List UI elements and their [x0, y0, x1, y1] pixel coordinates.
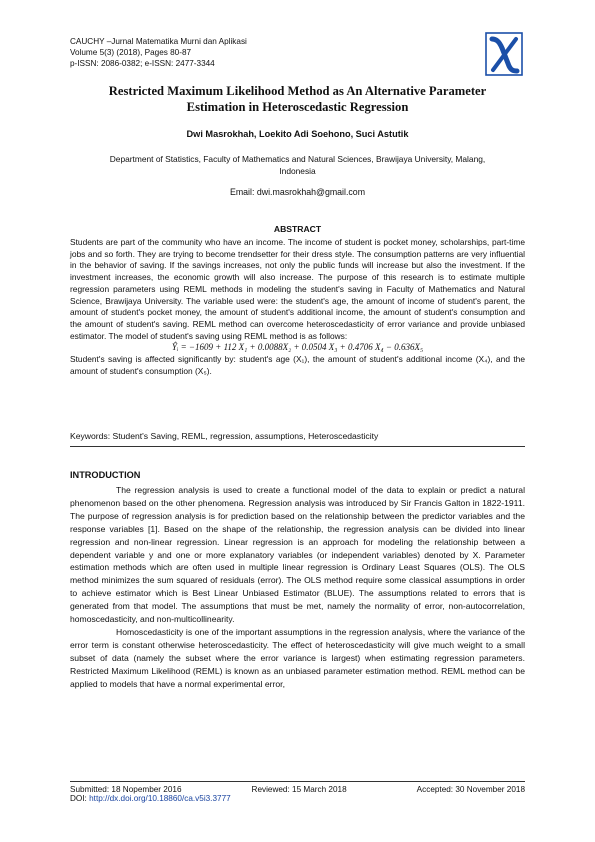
author-email: Email: dwi.masrokhah@gmail.com [229, 187, 366, 197]
journal-volume: Volume 5(3) (2018), Pages 80-87 [70, 48, 192, 57]
abstract-heading: ABSTRACT [273, 224, 322, 234]
footer-divider [70, 781, 525, 782]
submission-dates [70, 785, 525, 794]
authors: Dwi Masrokhah, Loekito Adi Soehono, Suci Astutik [186, 129, 409, 139]
affiliation-line-2: Indonesia [279, 165, 316, 176]
intro-paragraph-1: The regression analysis is used to create a functional model of the data to explain or predict a natural phenomenon based on the other phenomena. Regression analysis was introduced by Sir Francis Galton in 1822-1911. The purpose of regression analysis is for prediction based on the relationship between the predictor variables and the response variables [1]. Based on the shape of the relationship, the regression analysis can be divided into linear regression and non-linear regression. Linear regression is an approach for modeling the relationship between a dependent variable y and one or more explanatory variables (or independent variables) denoted by X. Parameter estimation methods which are often used in multiple linear regression is Ordinary Least Squares (OLS). The OLS method minimizes the sum squared of residuals (error). The OLS method require some classical assumptions in order to achieve estimator which is Best Linear Unbiased Estimator (BLUE). The assumptions related to errors that is generated from that model. The assumptions that must be met, namely the normality of error, non-autocorrelation, homoscedasticity, and non-multicollinearity. [70, 485, 525, 625]
keywords-label: Keywords [70, 431, 108, 441]
abstract-paragraph-2: Student's saving is affected significantly by: student's age (X₁), the amount of student's additional income (X₄), and the amount of student's consumption (X₅). [70, 354, 525, 376]
keywords-divider [70, 446, 525, 447]
keywords [70, 431, 525, 441]
title-line-1: Restricted Maximum Likelihood Method as An Alternative Parameter [108, 84, 487, 98]
submitted-date: Submitted: 18 Nopember 2016 [70, 785, 182, 794]
affiliation-line-1: Department of Statistics, Faculty of Mathematics and Natural Sciences, Brawijaya University, Malang, [109, 154, 486, 164]
journal-header [70, 36, 247, 69]
journal-issn: p-ISSN: 2086-0382; e-ISSN: 2477-3344 [70, 59, 215, 68]
introduction-heading: INTRODUCTION [70, 470, 141, 480]
reviewed-date: Reviewed: 15 March 2018 [251, 785, 347, 794]
keywords-text: : Student's Saving, REML, regression, assumptions, Heteroscedasticity [107, 431, 379, 441]
paper-title [70, 83, 525, 115]
journal-name: CAUCHY –Jurnal Matematika Murni dan Aplikasi [70, 37, 247, 46]
abstract-body [70, 237, 525, 377]
abstract-paragraph-1: Students are part of the community who have an income. The income of student is pocket money, scholarships, part-time jobs and so forth. They are trying to become trendsetter for their dress style. The consumption patterns are very influential in the behavior of saving. If the savings increases, not only the public funds will increase but also the investment. If the investment increases, the economic growth will also increase. The purpose of this research is to estimate multiple regression parameters using REML methods in modeling the student's saving in Faculty of Mathematics and Natural Science, Brawijaya University. The variable used were: the student's age, the amount of income of student's parent, the amount of student's pocket money, the amount of student's additional income, the amount of student's consumption and the amount of student's saving. REML method can overcome heteroscedasticity of error variance and provide unbiased estimator. The model of student's saving using REML method is as follows: [70, 237, 525, 341]
title-line-2: Estimation in Heteroscedastic Regression [186, 100, 409, 114]
doi-label: DOI: [70, 794, 90, 803]
doi-link[interactable]: http://dx.doi.org/10.18860/ca.v5i3.3777 [89, 794, 231, 803]
intro-paragraph-2: Homoscedasticity is one of the important assumptions in the regression analysis, where the variance of the error term is constant otherwise heteroscedasticity. The effect of heteroscedasticity will give much weight to a small subset of data (namely the subset where the error variance is largest) when estimating regression parameters. Restricted Maximum Likelihood (REML) is known as an unbiased parameter estimation method. REML method can be applied to models that have a normal experimental error, [70, 626, 525, 689]
introduction-body [70, 484, 525, 691]
model-equation: Ŷᵢ = −1609 + 112 X₁ + 0.0088X₂ + 0.0504 X₃ + 0.4706 X₄ − 0.636X₅ [171, 342, 424, 353]
affiliation [80, 154, 515, 177]
doi-line [70, 794, 525, 803]
accepted-date: Accepted: 30 November 2018 [416, 785, 525, 794]
chi-logo-icon [485, 32, 523, 76]
page-footer [70, 785, 525, 803]
